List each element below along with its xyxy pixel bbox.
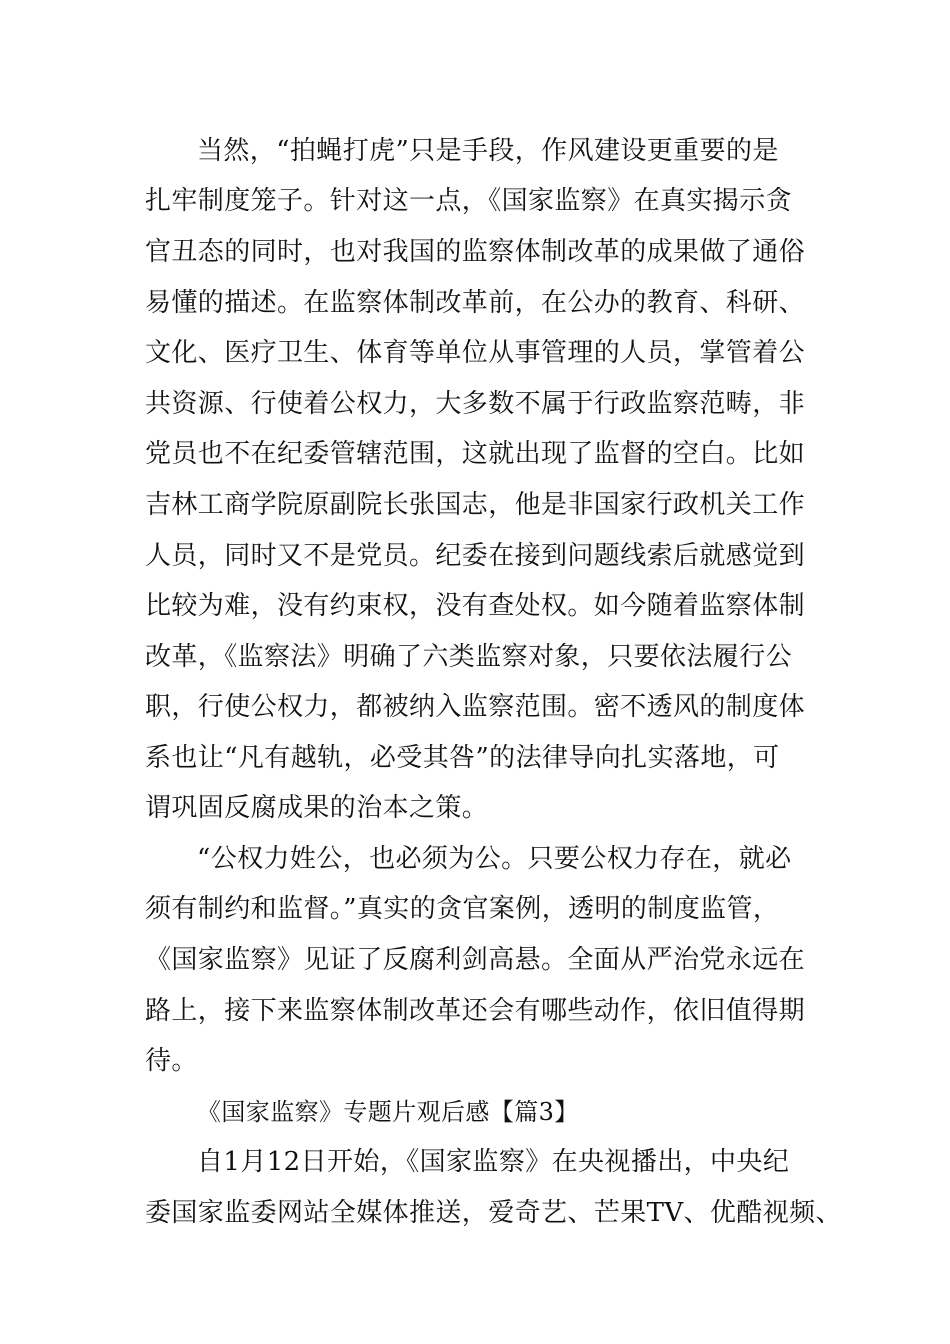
paragraph-1-line-4: 易懂的描述。在监察体制改革前，在公办的教育、科研、 (145, 288, 806, 318)
paragraph-3-line-1: 自1月12日开始，《国家监察》在央视播出，中央纪 (197, 1147, 790, 1177)
paragraph-1-line-3: 官丑态的同时，也对我国的监察体制改革的成果做了通俗 (145, 237, 806, 267)
paragraph-2-line-5: 待。 (145, 1046, 198, 1076)
paragraph-1-line-14: 谓巩固反腐成果的治本之策。 (145, 793, 489, 823)
paragraph-1-line-8: 吉林工商学院原副院长张国志，他是非国家行政机关工作 (145, 490, 806, 520)
paragraph-1-line-10: 比较为难，没有约束权，没有查处权。如今随着监察体制 (145, 591, 806, 621)
paragraph-3-line-2: 委国家监委网站全媒体推送，爱奇艺、芒果TV、优酷视频、 (145, 1198, 842, 1228)
paragraph-1-line-7: 党员也不在纪委管辖范围，这就出现了监督的空白。比如 (145, 439, 806, 469)
paragraph-2-line-3: 《国家监察》见证了反腐利剑高悬。全面从严治党永远在 (145, 945, 806, 975)
paragraph-2-line-2: 须有制约和监督。”真实的贪官案例，透明的制度监管， (145, 894, 780, 924)
paragraph-1-line-13: 系也让“凡有越轨，必受其咎”的法律导向扎实落地，可 (145, 743, 780, 773)
paragraph-1-line-1: 当然，“拍蝇打虎”只是手段，作风建设更重要的是 (197, 136, 779, 166)
paragraph-2-line-1: “公权力姓公，也必须为公。只要公权力存在，就必 (197, 844, 792, 874)
paragraph-1-line-9: 人员，同时又不是党员。纪委在接到问题线索后就感觉到 (145, 541, 806, 571)
paragraph-1-line-6: 共资源、行使着公权力，大多数不属于行政监察范畴，非 (145, 389, 806, 419)
section-heading: 《国家监察》专题片观后感【篇3】 (197, 1098, 579, 1126)
paragraph-1-line-2: 扎牢制度笼子。针对这一点，《国家监察》在真实揭示贪 (145, 186, 793, 216)
paragraph-1-line-12: 职，行使公权力，都被纳入监察范围。密不透风的制度体 (145, 692, 806, 722)
paragraph-2-line-4: 路上，接下来监察体制改革还会有哪些动作，依旧值得期 (145, 996, 806, 1026)
paragraph-1-line-5: 文化、医疗卫生、体育等单位从事管理的人员，掌管着公 (145, 338, 806, 368)
paragraph-1-line-11: 改革，《监察法》明确了六类监察对象，只要依法履行公 (145, 642, 793, 672)
